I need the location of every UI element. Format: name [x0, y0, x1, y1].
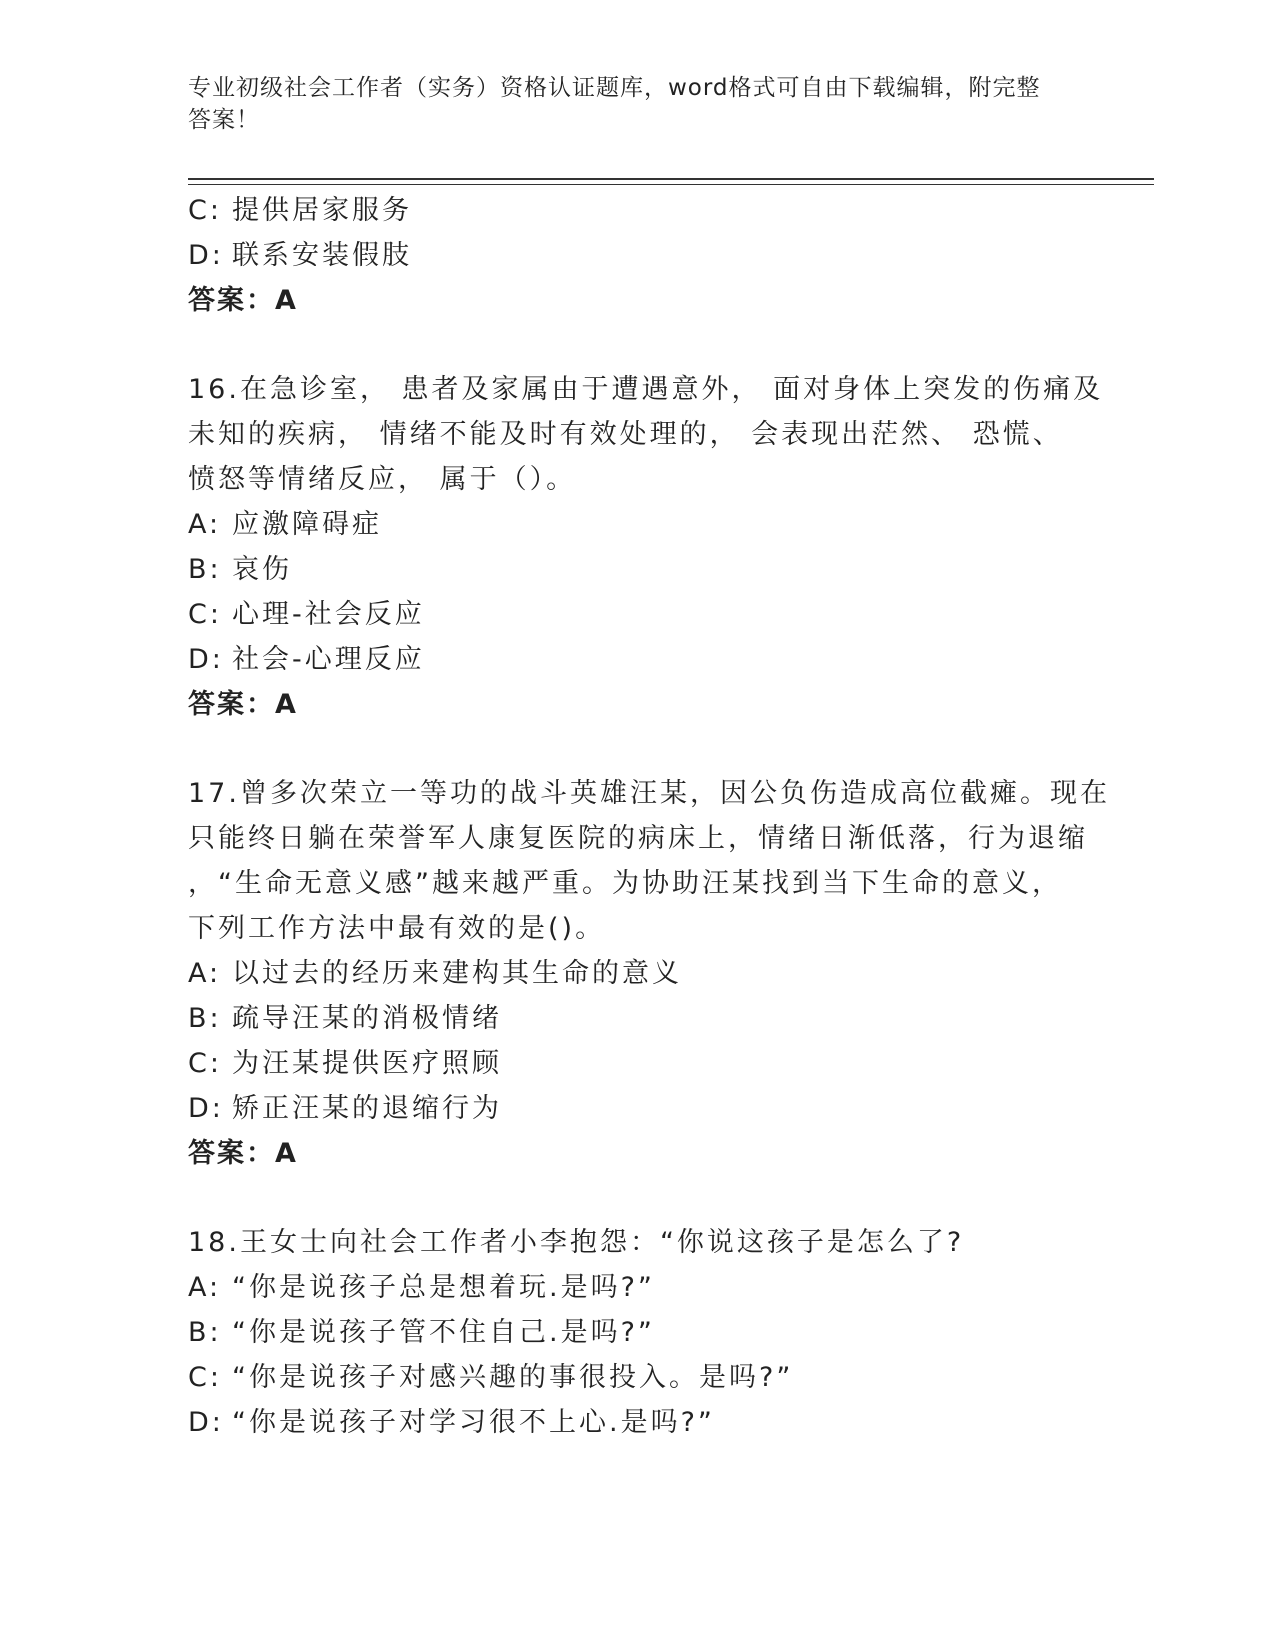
question-content [188, 188, 1110, 1445]
question-stem: 17.曾多次荣立一等功的战斗英雄汪某，因公负伤造成高位截瘫。现在 [188, 778, 1110, 809]
option-text: “你是说孩子对感兴趣的事很投入。是吗?” [232, 1362, 794, 1393]
option-text: 矫正汪某的退缩行为 [232, 1093, 502, 1124]
option-c [188, 1041, 1088, 1086]
answer-line: 答案：A [188, 285, 298, 316]
option-text: “你是说孩子总是想着玩.是吗?” [232, 1272, 655, 1303]
option-key: C: [188, 195, 222, 226]
answer-line: 答案：A [188, 1138, 298, 1169]
option-text: “你是说孩子对学习很不上心.是吗?” [232, 1407, 715, 1438]
header-divider-thick [188, 178, 1154, 180]
option-key: B: [188, 554, 222, 585]
option-c [188, 188, 1088, 233]
question-stem: ，“生命无意义感”越来越严重。为协助汪某找到当下生命的意义， [188, 868, 1062, 899]
option-text: 为汪某提供医疗照顾 [232, 1048, 502, 1079]
option-d [188, 233, 1088, 278]
question-stem: 下列工作方法中最有效的是()。 [188, 913, 606, 944]
option-key: A: [188, 509, 222, 540]
option-key: B: [188, 1003, 222, 1034]
option-text: 应激障碍症 [232, 509, 382, 540]
answer-line: 答案：A [188, 689, 298, 720]
question-16 [188, 367, 1104, 727]
option-key: A: [188, 1272, 222, 1303]
option-key: C: [188, 1048, 222, 1079]
option-b [188, 1310, 1088, 1355]
option-c [188, 1355, 1088, 1400]
header-line-1: 专业初级社会工作者（实务）资格认证题库，word格式可自由下载编辑，附完整 [188, 75, 1041, 101]
option-a [188, 951, 1088, 996]
option-text: 联系安装假肢 [232, 240, 412, 271]
option-text: 哀伤 [232, 554, 292, 585]
option-key: A: [188, 958, 222, 989]
option-text: 心理-社会反应 [232, 599, 425, 630]
question-stem: 18.王女士向社会工作者小李抱怨：“你说这孩子是怎么了? [188, 1227, 965, 1258]
option-key: B: [188, 1317, 222, 1348]
question-stem: 只能终日躺在荣誉军人康复医院的病床上，情绪日渐低落，行为退缩 [188, 823, 1088, 854]
question-17 [188, 771, 1110, 1176]
option-a [188, 502, 1088, 547]
option-text: 提供居家服务 [232, 195, 412, 226]
option-text: “你是说孩子管不住自己.是吗?” [232, 1317, 655, 1348]
option-b [188, 547, 1088, 592]
option-key: D: [188, 1093, 224, 1124]
option-text: 以过去的经历来建构其生命的意义 [232, 958, 682, 989]
spacer [188, 727, 1088, 771]
option-key: D: [188, 644, 224, 675]
option-key: C: [188, 599, 222, 630]
option-d [188, 1400, 1088, 1445]
option-key: C: [188, 1362, 222, 1393]
header-divider-thin [188, 184, 1154, 185]
option-d [188, 1086, 1088, 1131]
page-header [188, 72, 1068, 136]
option-c [188, 592, 1088, 637]
header-line-2: 答案！ [188, 107, 260, 133]
option-a [188, 1265, 1088, 1310]
option-key: D: [188, 240, 224, 271]
spacer [188, 323, 1088, 367]
carryover-question [188, 188, 1088, 323]
option-text: 社会-心理反应 [232, 644, 425, 675]
option-text: 疏导汪某的消极情绪 [232, 1003, 502, 1034]
question-stem: 愤怒等情绪反应， 属于（）。 [188, 464, 577, 495]
option-b [188, 996, 1088, 1041]
question-18 [188, 1220, 1088, 1445]
spacer [188, 1176, 1088, 1220]
option-d [188, 637, 1088, 682]
question-stem: 16.在急诊室， 患者及家属由于遭遇意外， 面对身体上突发的伤痛及 [188, 374, 1104, 405]
question-stem: 未知的疾病， 情绪不能及时有效处理的， 会表现出茫然、 恐慌、 [188, 419, 1063, 450]
option-key: D: [188, 1407, 224, 1438]
